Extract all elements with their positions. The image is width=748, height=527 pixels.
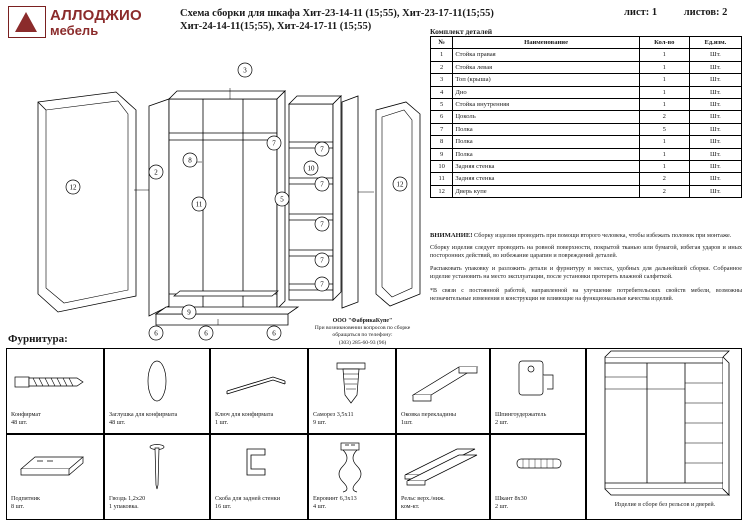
- cell-number: 4: [431, 86, 453, 98]
- svg-text:7: 7: [320, 145, 324, 154]
- hardware-qty: 9 шт.: [313, 418, 327, 426]
- hardware-qty: 16 шт.: [215, 502, 232, 510]
- manufacturer-line2: При возникновении вопросов по сборке: [314, 325, 411, 332]
- table-row: [431, 74, 742, 86]
- col-qty: Кол-во: [639, 37, 689, 49]
- sheet-label: лист:: [624, 7, 650, 18]
- hardware-qty: 48 шт.: [11, 418, 28, 426]
- hardware-cell-dowel: [490, 434, 586, 520]
- hardware-name: Заглушка для конфирмата: [109, 411, 178, 418]
- sheet-info: [624, 7, 742, 18]
- cell-unit: Шт.: [689, 161, 741, 173]
- page-title: [180, 7, 610, 33]
- hardware-cell-back-panel-clip: [210, 434, 308, 520]
- cell-unit: Шт.: [689, 111, 741, 123]
- page-title-line1: Схема сборки для шкафа Хит-23-14-11 (15;55), Хит-23-17-11(15;55): [180, 8, 494, 19]
- warning-footnote: *В связи с постоянной работой, направленной на улучшение потребительских свойств мебели, возможны незначительные изменения в конструкции не влияющие на функциональные качества изделий.: [430, 288, 742, 303]
- cell-qty: 2: [639, 111, 689, 123]
- cell-number: 7: [431, 123, 453, 135]
- warning-p2: Сборку изделия следует проводить на ровной поверхности, покрытой тканью или бумагой, избегая ударов и иных посторонних действий, во избежание царапин и повреждений деталей.: [430, 244, 742, 260]
- brand-subtitle: мебель: [50, 23, 99, 38]
- hardware-name: Подпятник: [11, 495, 41, 502]
- cell-number: 1: [431, 49, 453, 61]
- cell-qty: 1: [639, 161, 689, 173]
- cell-unit: Шт.: [689, 173, 741, 185]
- cell-qty: 2: [639, 173, 689, 185]
- table-row: [431, 86, 742, 98]
- svg-text:6: 6: [154, 329, 158, 338]
- cell-unit: Шт.: [689, 49, 741, 61]
- svg-text:7: 7: [320, 180, 324, 189]
- hardware-name: Ключ для конфирмата: [215, 411, 274, 418]
- cell-name: Полка: [453, 148, 639, 160]
- cell-name: Полка: [453, 136, 639, 148]
- svg-text:8: 8: [188, 156, 192, 165]
- brand-name: АЛЛОДЖИО: [50, 7, 142, 24]
- hardware-name: Оковка перекладины: [401, 411, 457, 418]
- hardware-qty: 1шт.: [401, 418, 413, 426]
- cell-number: 6: [431, 111, 453, 123]
- hardware-name: Шкант 8х30: [495, 495, 527, 502]
- warning-heading: ВНИМАНИЕ!: [430, 232, 473, 239]
- hardware-qty: 1 шт.: [215, 418, 229, 426]
- hardware-cell-shelf-support: [6, 434, 104, 520]
- assembled-caption-text: Изделие в сборе без рельсов и дверей.: [614, 501, 716, 508]
- hardware-qty: 2 шт.: [495, 418, 509, 426]
- hardware-qty: 48 шт.: [109, 418, 126, 426]
- svg-text:2: 2: [154, 168, 158, 177]
- table-row: [431, 185, 742, 197]
- svg-text:7: 7: [272, 139, 276, 148]
- warning-p1: Сборку изделия проводить при помощи второго человека, чтобы избежать поломок при монтаже.: [474, 232, 732, 239]
- cell-unit: Шт.: [689, 123, 741, 135]
- cell-unit: Шт.: [689, 86, 741, 98]
- cell-name: Цоколь: [453, 111, 639, 123]
- table-row: [431, 99, 742, 111]
- assembled-caption: [593, 501, 737, 509]
- cell-qty: 2: [639, 185, 689, 197]
- manufacturer-phone: (303) 285-60-93 (96): [338, 339, 387, 346]
- sheets-value: 2: [722, 7, 728, 18]
- manufacturer-note: [300, 318, 425, 347]
- parts-table: [430, 36, 742, 198]
- svg-text:6: 6: [272, 329, 276, 338]
- cell-name: Дверь купе: [453, 185, 639, 197]
- hardware-name: Шпингоудержатель: [495, 411, 547, 418]
- hardware-name: Скоба для задней стенки: [215, 495, 281, 502]
- hardware-name: Гвоздь 1,2х20: [109, 495, 146, 502]
- table-row: [431, 49, 742, 61]
- hardware-section-title: Фурнитура:: [8, 333, 68, 345]
- cell-name: Задняя стенка: [453, 173, 639, 185]
- svg-text:9: 9: [187, 308, 191, 317]
- hardware-name: Рельс верх./ниж.: [401, 495, 445, 502]
- parts-table-caption: Комплект деталей: [430, 27, 493, 36]
- svg-text:3: 3: [243, 66, 247, 75]
- hardware-name: Саморез 3,5х11: [313, 411, 354, 418]
- table-row: [431, 148, 742, 160]
- hardware-qty: 2 шт.: [495, 502, 509, 510]
- hardware-qty: ком-кт.: [401, 502, 420, 510]
- table-row: [431, 61, 742, 73]
- cell-unit: Шт.: [689, 99, 741, 111]
- hardware-cell-euro-screw: [308, 434, 396, 520]
- sheet-value: 1: [651, 7, 658, 18]
- cell-number: 8: [431, 136, 453, 148]
- cell-name: Стойка левая: [453, 61, 639, 73]
- cell-number: 12: [431, 185, 453, 197]
- cell-name: Полка: [453, 123, 639, 135]
- svg-text:11: 11: [195, 200, 203, 209]
- svg-text:7: 7: [320, 280, 324, 289]
- cell-name: Задняя стенка: [453, 161, 639, 173]
- hardware-cell-wardrobe-hook: [490, 348, 586, 434]
- hardware-qty: 1 упаковка.: [109, 502, 139, 510]
- cell-qty: 5: [639, 123, 689, 135]
- table-row: [431, 136, 742, 148]
- cell-unit: Шт.: [689, 136, 741, 148]
- hardware-qty: 4 шт.: [313, 502, 327, 510]
- svg-text:10: 10: [307, 164, 315, 173]
- hardware-qty: 8 шт.: [11, 502, 25, 510]
- col-name: Наименование: [453, 37, 639, 49]
- col-number: №: [431, 37, 453, 49]
- assembled-wardrobe-cell: [586, 348, 742, 520]
- svg-text:7: 7: [320, 220, 324, 229]
- cell-name: Стойка правая: [453, 49, 639, 61]
- cell-qty: 1: [639, 61, 689, 73]
- hardware-caption: [11, 411, 41, 426]
- cell-unit: Шт.: [689, 74, 741, 86]
- cell-number: 9: [431, 148, 453, 160]
- cell-qty: 1: [639, 148, 689, 160]
- table-row: [431, 173, 742, 185]
- hardware-cell-allen-key: [210, 348, 308, 434]
- page-title-line2: Хит-24-14-11(15;55), Хит-24-17-11 (15;55): [180, 21, 372, 32]
- hardware-name: Евровинт 6,3х13: [313, 495, 357, 502]
- warning-p3: Распаковать упаковку и разложить детали и фурнитуру в местах, удобных для дальнейшей сборки. Собранное изделие установить на место эксплуатации, после установки протереть влажной салфеткой.: [430, 264, 742, 280]
- hardware-cell-cap-plug: [104, 348, 210, 434]
- table-row: [431, 111, 742, 123]
- cell-unit: Шт.: [689, 185, 741, 197]
- hardware-cell-confirmat: [6, 348, 104, 434]
- hardware-cell-rail-profile: [396, 348, 490, 434]
- svg-text:12: 12: [396, 180, 404, 189]
- manufacturer-name: ООО "ФабрикаКупе": [332, 318, 393, 324]
- cell-qty: 1: [639, 136, 689, 148]
- cell-number: 11: [431, 173, 453, 185]
- cell-number: 2: [431, 61, 453, 73]
- hardware-grid: [6, 348, 742, 520]
- warning-block: [430, 232, 742, 303]
- cell-qty: 1: [639, 99, 689, 111]
- cell-number: 10: [431, 161, 453, 173]
- table-header-row: [431, 37, 742, 49]
- cell-number: 3: [431, 74, 453, 86]
- manufacturer-line3: обращаться по телефону:: [332, 332, 393, 339]
- hardware-cell-nail: [104, 434, 210, 520]
- hardware-cell-rail-top: [396, 434, 490, 520]
- cell-name: Топ (крыша): [453, 74, 639, 86]
- table-row: [431, 123, 742, 135]
- cell-number: 5: [431, 99, 453, 111]
- triangle-logo-icon: [8, 6, 46, 38]
- hardware-name: Конфирмат: [11, 411, 41, 418]
- cell-unit: Шт.: [689, 148, 741, 160]
- svg-text:12: 12: [69, 183, 77, 192]
- svg-text:5: 5: [280, 195, 284, 204]
- hardware-cell-screw: [308, 348, 396, 434]
- cell-unit: Шт.: [689, 61, 741, 73]
- table-row: [431, 161, 742, 173]
- svg-text:7: 7: [320, 256, 324, 265]
- company-logo: [8, 6, 176, 38]
- cell-qty: 1: [639, 74, 689, 86]
- cell-qty: 1: [639, 49, 689, 61]
- cell-qty: 1: [639, 86, 689, 98]
- cell-name: Дно: [453, 86, 639, 98]
- svg-text:6: 6: [204, 329, 208, 338]
- sheets-label: листов:: [683, 7, 720, 18]
- col-unit: Ед.изм.: [689, 37, 741, 49]
- cell-name: Стойка внутренняя: [453, 99, 639, 111]
